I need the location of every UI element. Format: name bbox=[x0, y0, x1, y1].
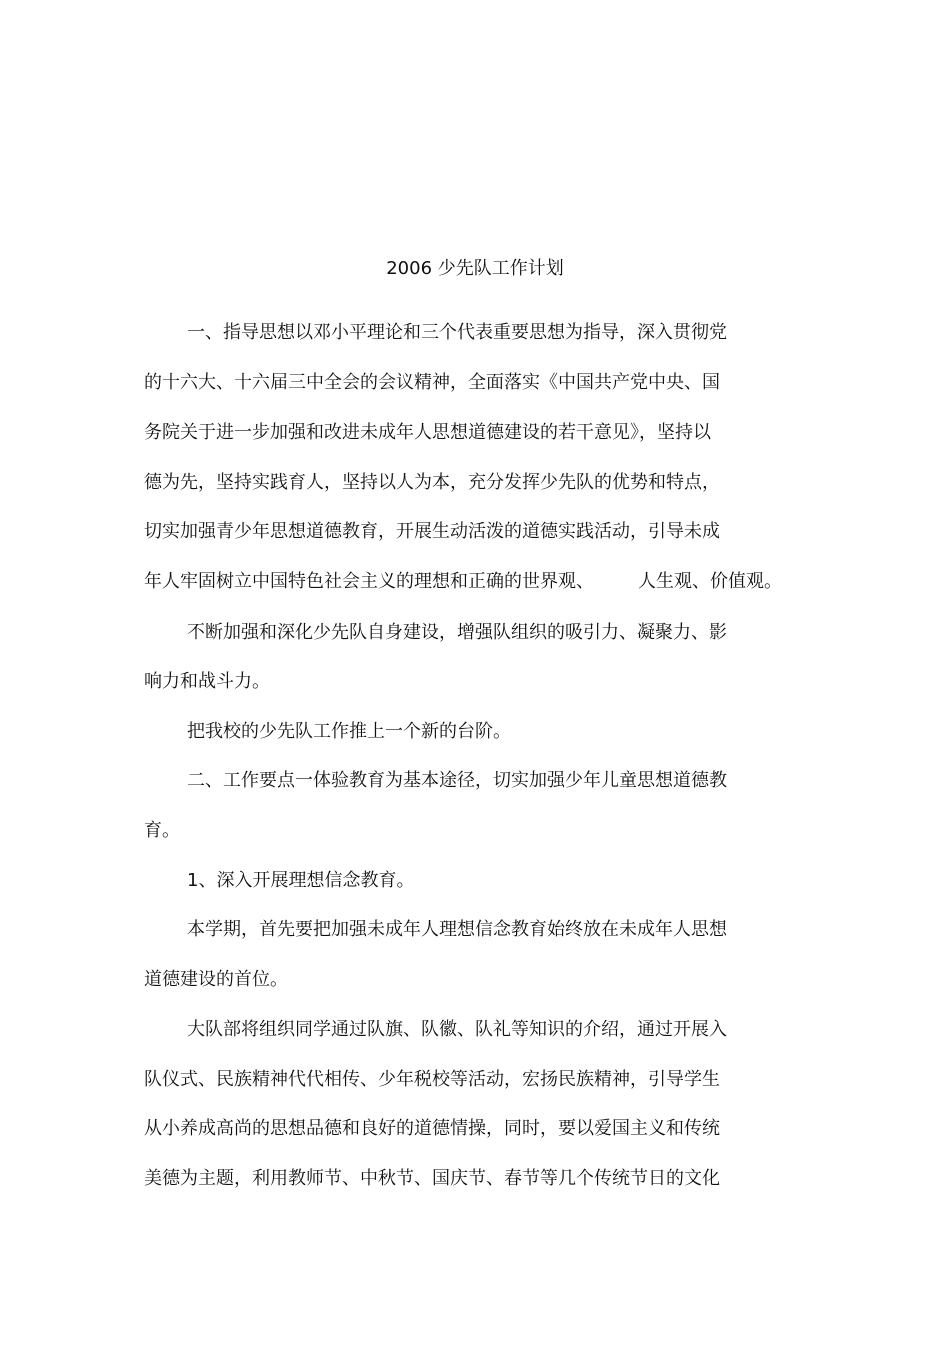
body-line-6-part-a: 年人牢固树立中国特色社会主义的理想和正确的世界观、 bbox=[144, 571, 594, 592]
body-line-14: 道德建设的首位。 bbox=[144, 969, 288, 990]
body-line-6-part-b: 人生观、价值观。 bbox=[638, 571, 782, 592]
body-line-9: 把我校的少先队工作推上一个新的台阶。 bbox=[187, 721, 511, 742]
document-title: 2006 少先队工作计划 bbox=[386, 258, 564, 279]
body-line-4: 德为先，坚持实践育人，坚持以人为本，充分发挥少先队的优势和特点， bbox=[144, 472, 720, 493]
body-line-5: 切实加强青少年思想道德教育，开展生动活泼的道德实践活动，引导未成 bbox=[144, 521, 720, 542]
body-line-2: 的十六大、十六届三中全会的会议精神，全面落实《中国共产党中央、国 bbox=[144, 372, 720, 393]
body-line-13: 本学期，首先要把加强未成年人理想信念教育始终放在未成年人思想 bbox=[187, 919, 727, 940]
body-line-15: 大队部将组织同学通过队旗、队徽、队礼等知识的介绍，通过开展入 bbox=[187, 1019, 727, 1040]
body-line-1: 一、指导思想以邓小平理论和三个代表重要思想为指导，深入贯彻党 bbox=[187, 322, 727, 343]
body-line-3: 务院关于进一步加强和改进未成年人思想道德建设的若干意见》，坚持以 bbox=[144, 422, 711, 443]
body-line-6 bbox=[144, 569, 782, 595]
body-line-7: 不断加强和深化少先队自身建设，增强队组织的吸引力、凝聚力、影 bbox=[187, 622, 727, 643]
body-line-18: 美德为主题，利用教师节、中秋节、国庆节、春节等几个传统节日的文化 bbox=[144, 1168, 720, 1189]
body-line-10: 二、工作要点一体验教育为基本途径，切实加强少年儿童思想道德教 bbox=[187, 770, 727, 791]
body-line-17: 从小养成高尚的思想品德和良好的道德情操，同时，要以爱国主义和传统 bbox=[144, 1118, 720, 1139]
body-line-16: 队仪式、民族精神代代相传、少年税校等活动，宏扬民族精神，引导学生 bbox=[144, 1069, 720, 1090]
body-line-12: 1、深入开展理想信念教育。 bbox=[187, 870, 415, 891]
body-line-8: 响力和战斗力。 bbox=[144, 671, 270, 692]
body-line-11: 育。 bbox=[144, 820, 180, 841]
